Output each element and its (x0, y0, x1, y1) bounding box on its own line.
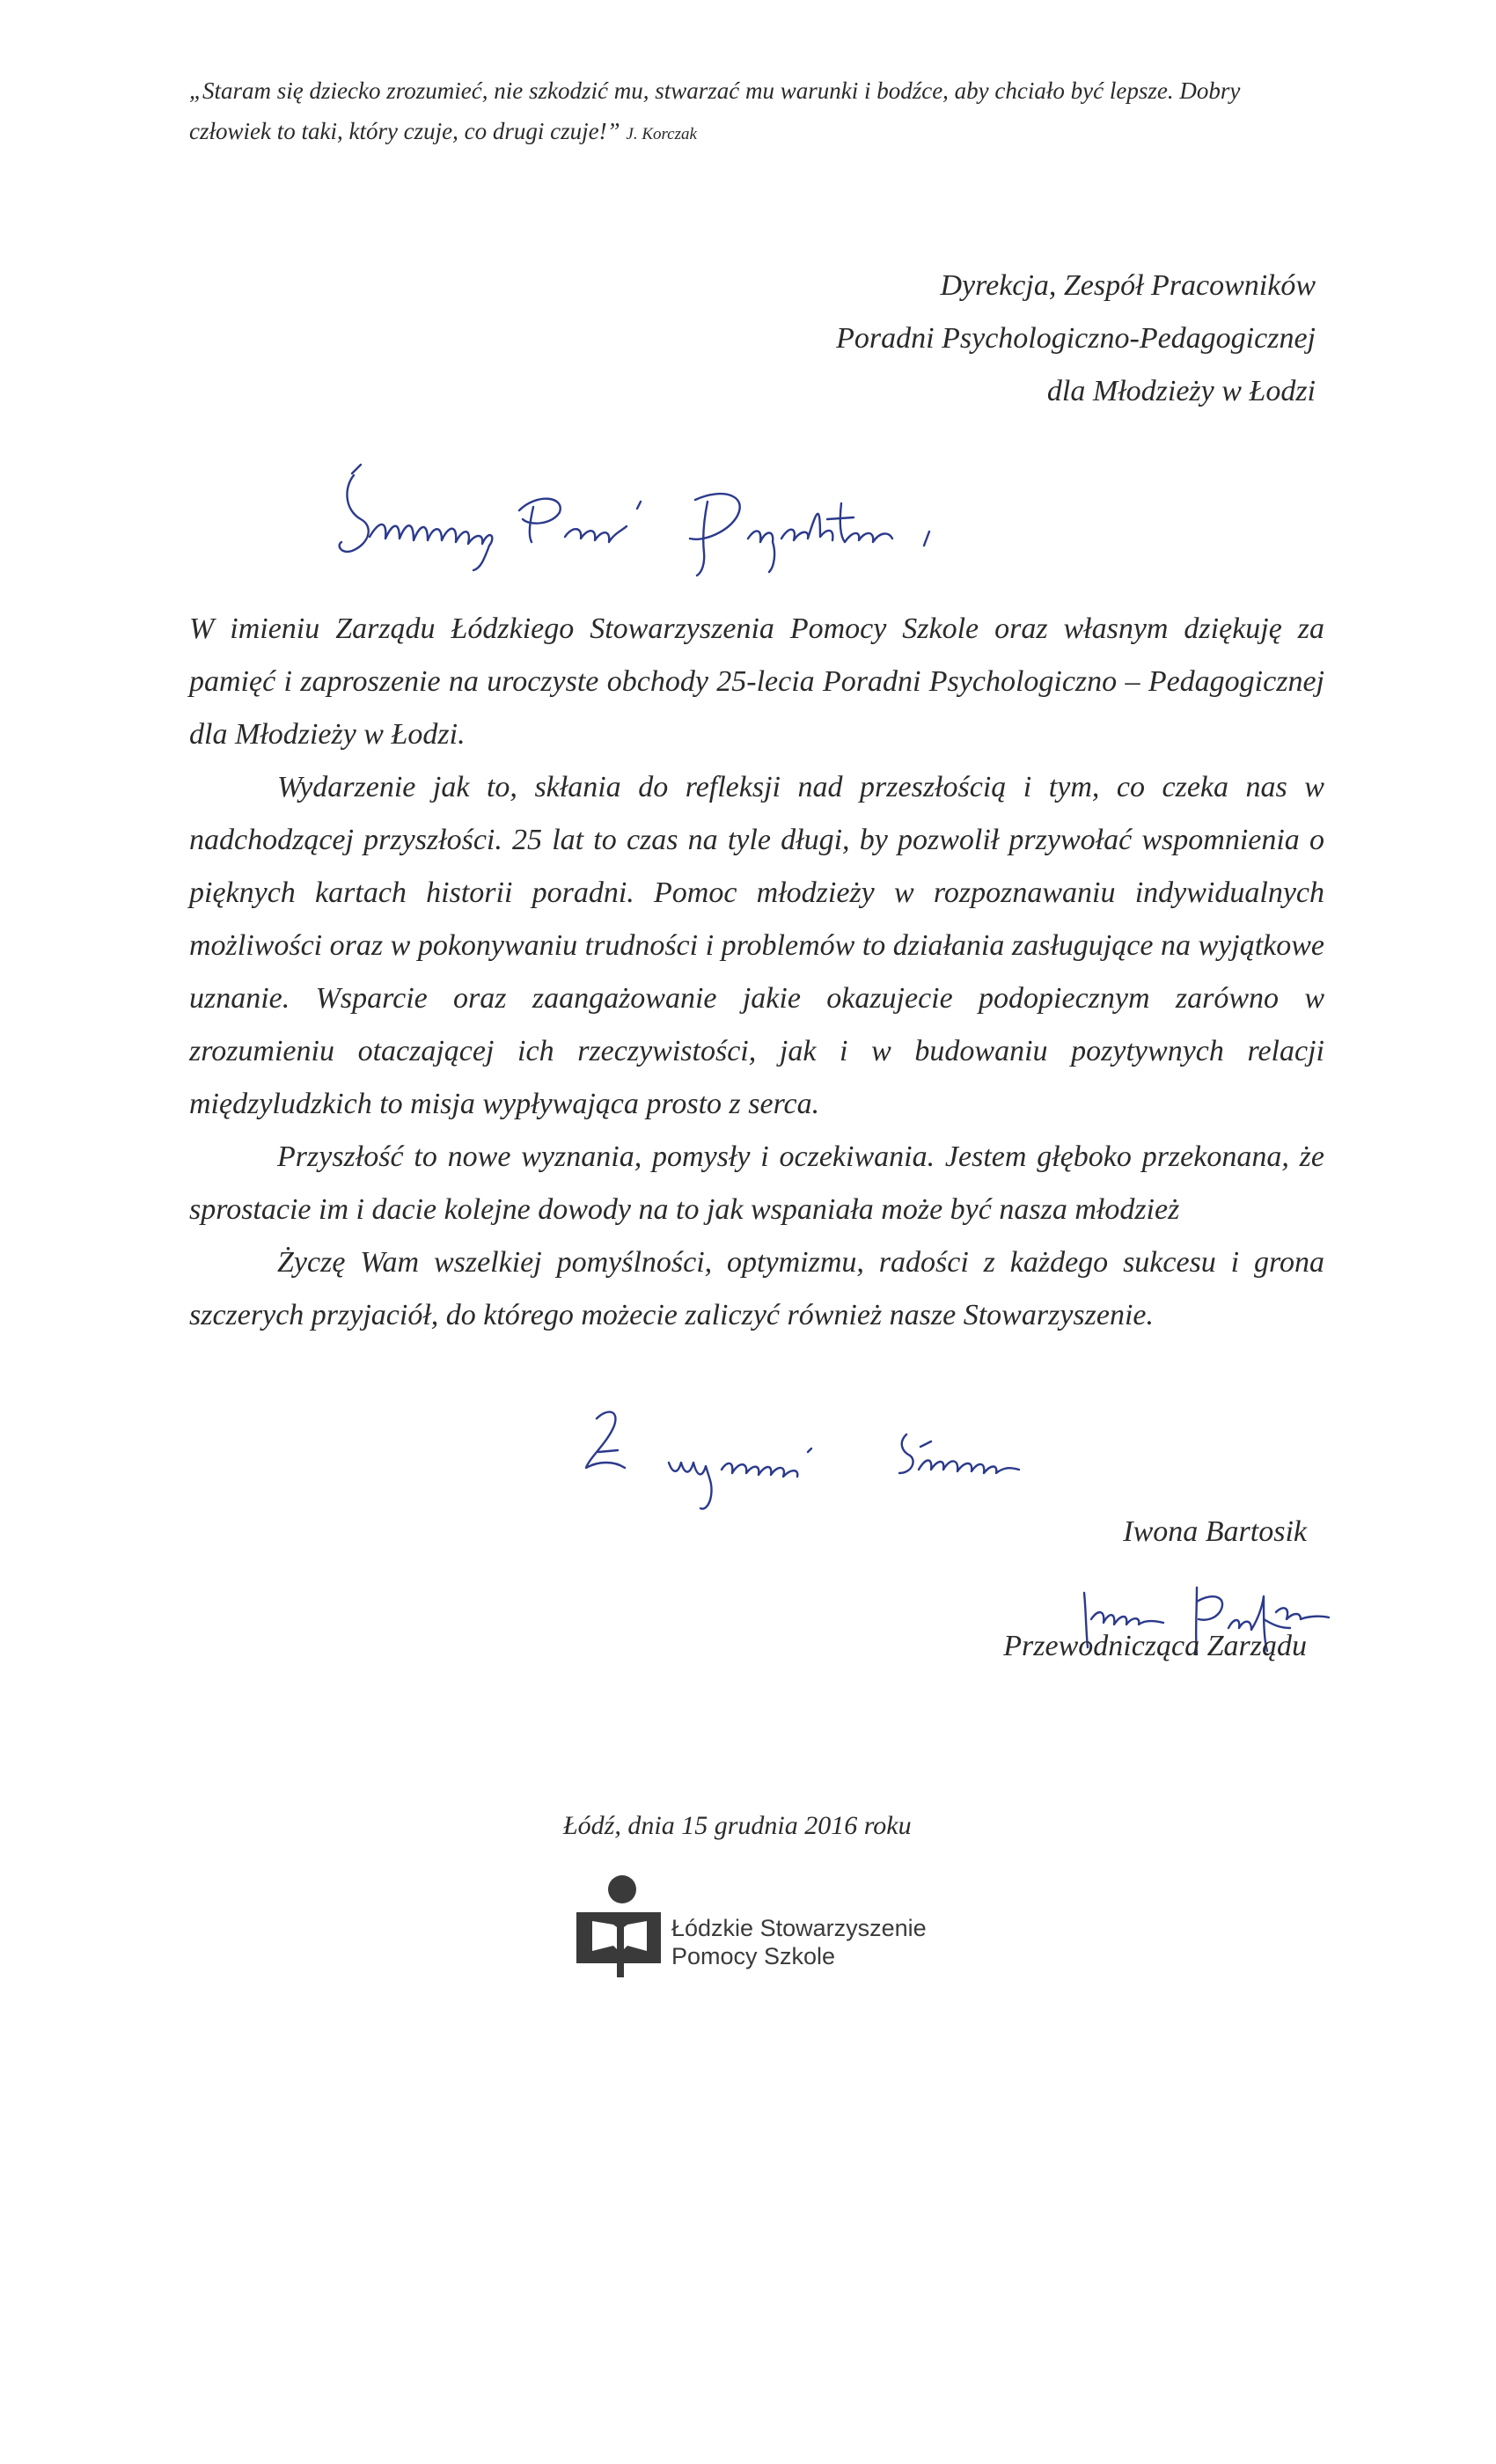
salutation-handwriting-image (334, 458, 1003, 581)
motto-author: J. Korczak (626, 125, 697, 143)
recipient-block (836, 260, 1316, 418)
logo-line-2: Pomocy Szkole (671, 1943, 836, 1969)
handwritten-closing (572, 1399, 1100, 1522)
recipient-line-3: dla Młodzieży w Łodzi (1046, 375, 1316, 407)
handwritten-salutation (334, 458, 1003, 581)
closing-handwriting-image (572, 1399, 1100, 1522)
date-line: Łódź, dnia 15 grudnia 2016 roku (563, 1811, 912, 1840)
signer-title: Przewodnicząca Zarządu (1003, 1630, 1307, 1662)
logo-text (671, 1914, 927, 1970)
logo-mark-icon (568, 1870, 669, 1984)
letter-body (189, 603, 1324, 1342)
association-logo (568, 1870, 972, 1984)
body-paragraph-3: Przyszłość to nowe wyznania, pomysły i oczekiwania. Jestem głęboko przekonana, że sprostacie im i dacie kolejne dowody na to jak wspaniała może być nasza młodzież (189, 1140, 1324, 1226)
body-paragraph-2: Wydarzenie jak to, skłania do refleksji nad przeszłością i tym, co czeka nas w nadchodzącej przyszłości. 25 lat to czas na tyle długi, by pozwolił przywołać wspomnienia o pięknych kartach historii poradni. Pomoc młodzieży w rozpoznawaniu indywidualnych możliwości oraz w pokonywaniu trudności i problemów to działania zasługujące na wyjątkowe uznanie. Wsparcie oraz zaangażowanie jakie okazujecie podopiecznym zarówno w zrozumieniu otaczającej ich rzeczywistości, jak i w budowaniu pozytywnych relacji międzyludzkich to misja wypływająca prosto z serca. (189, 771, 1324, 1120)
body-paragraph-1: W imieniu Zarządu Łódzkiego Stowarzyszenia Pomocy Szkole oraz własnym dziękuję za pamięć i zaproszenie na uroczyste obchody 25-lecia Poradni Psychologiczno – Pedagogicznej dla Młodzieży w Łodzi. (189, 612, 1324, 751)
recipient-line-1: Dyrekcja, Zespół Pracowników (940, 269, 1316, 302)
signer-name: Iwona Bartosik (1123, 1515, 1307, 1548)
recipient-line-2: Poradni Psychologiczno-Pedagogicznej (836, 322, 1316, 355)
body-paragraph-4: Życzę Wam wszelkiej pomyślności, optymizmu, radości z każdego sukcesu i grona szczerych przyjaciół, do którego możecie zaliczyć również nasze Stowarzyszenie. (189, 1246, 1324, 1331)
motto-text: „Staram się dziecko zrozumieć, nie szkodzić mu, stwarzać mu warunki i bodźce, aby chciało być lepsze. Dobry człowiek to taki, który czuje, co drugi czuje!” (189, 77, 1241, 144)
logo-line-1: Łódzkie Stowarzyszenie (671, 1915, 927, 1941)
motto-quote (189, 70, 1316, 155)
